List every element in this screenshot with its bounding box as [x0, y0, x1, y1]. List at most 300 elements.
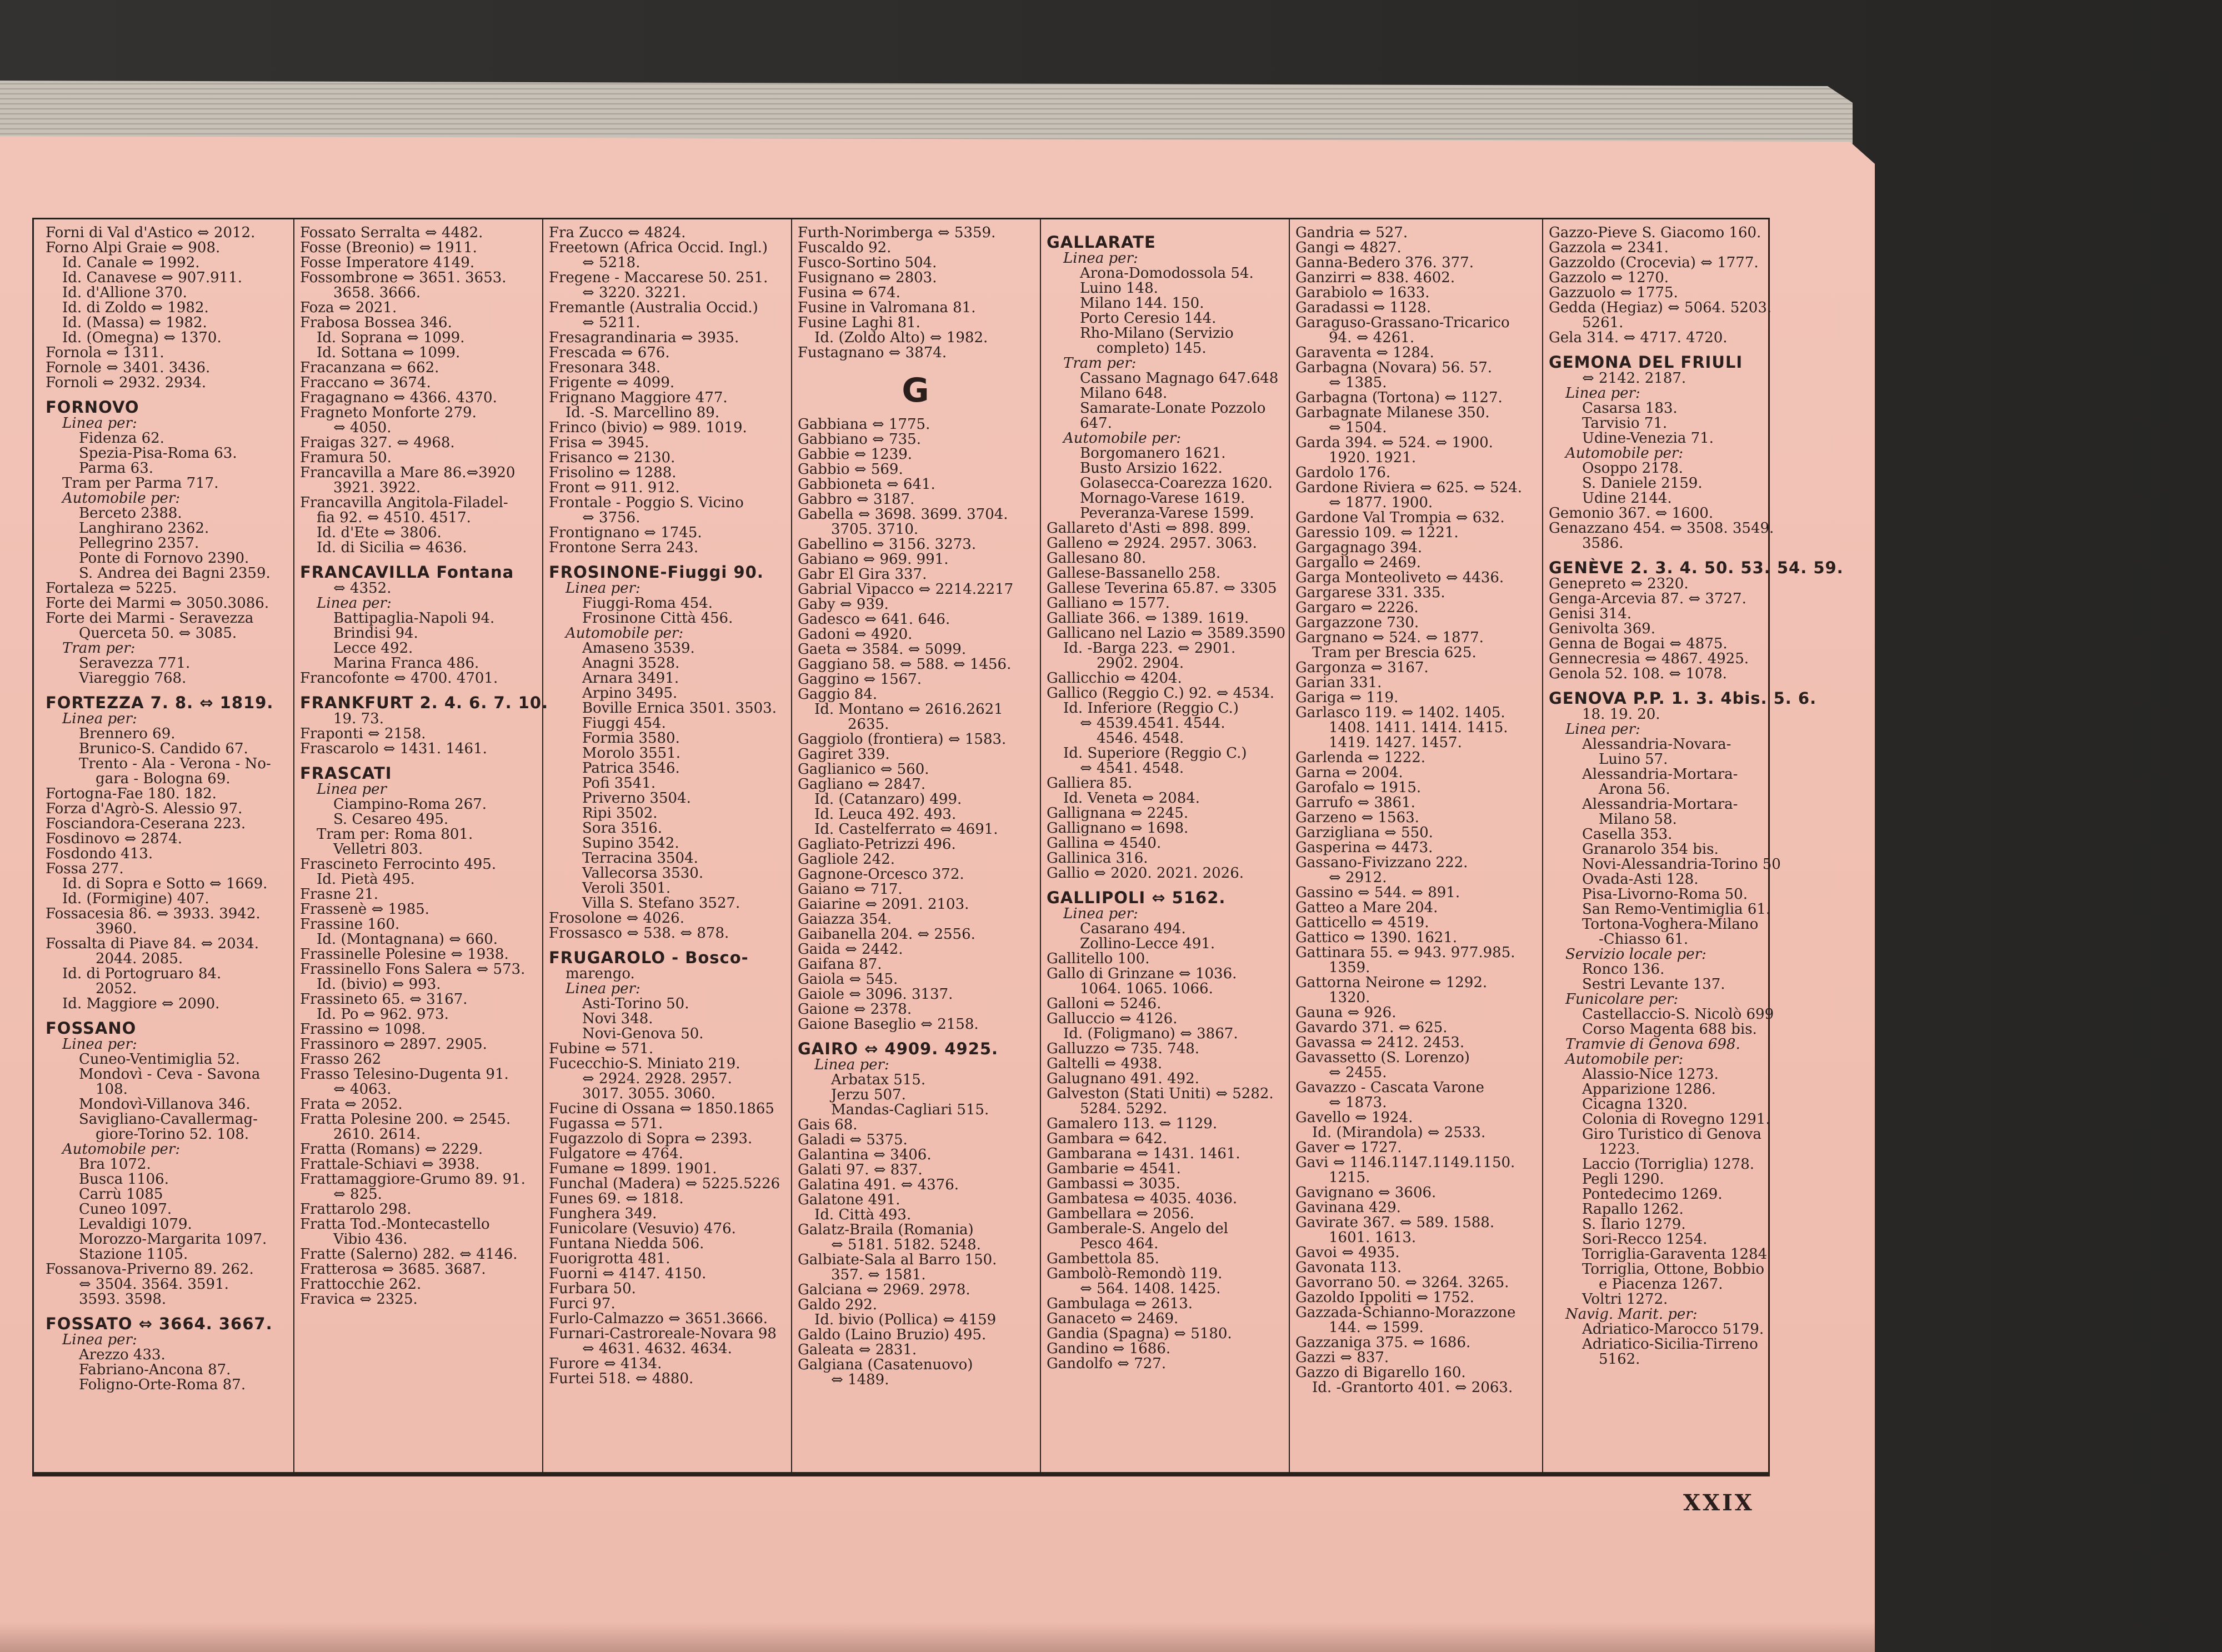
- index-entry: Tram per Brescia 625.: [1312, 644, 1477, 661]
- index-entry: Funicolare (Vesuvio) 476.: [549, 1220, 736, 1237]
- index-entry: Gallitello 100.: [1047, 950, 1150, 967]
- index-entry: Foligno-Orte-Roma 87.: [79, 1376, 246, 1393]
- index-entry: Gavignano ⇔ 3606.: [1295, 1184, 1437, 1201]
- index-entry: Gambatesa ⇔ 4035. 4036.: [1047, 1190, 1238, 1207]
- index-entry: 3658. 3666.: [333, 284, 421, 301]
- index-entry: Galtelli ⇔ 4938.: [1047, 1055, 1163, 1072]
- index-entry: 2635.: [848, 716, 889, 733]
- index-entry: Udine 2144.: [1582, 490, 1672, 507]
- index-entry: ⇔ 2455.: [1329, 1064, 1387, 1081]
- index-entry: Gagiret 339.: [798, 746, 890, 763]
- index-entry: Gazzuolo ⇔ 1775.: [1549, 284, 1678, 301]
- index-entry: Busto Arsizio 1622.: [1080, 460, 1223, 477]
- index-entry: Frisolino ⇔ 1288.: [549, 464, 677, 481]
- index-entry: Gaione Baseglio ⇔ 2158.: [798, 1016, 979, 1033]
- index-entry: Id. Sottana ⇔ 1099.: [317, 344, 461, 361]
- index-entry: Francavilla Angitola-Filadel-: [300, 494, 508, 511]
- index-entry: 1064. 1065. 1066.: [1080, 980, 1213, 997]
- index-entry: Id. (Massa) ⇔ 1982.: [62, 314, 207, 331]
- index-entry: Garzeno ⇔ 1563.: [1295, 809, 1419, 826]
- page-shadow: [0, 1622, 1875, 1652]
- index-entry: Fosdinovo ⇔ 2874.: [46, 830, 183, 847]
- index-entry: Gagliano ⇔ 2847.: [798, 776, 926, 793]
- index-entry: Id. -Grantorto 401. ⇔ 2063.: [1312, 1379, 1513, 1396]
- index-entry: Furth-Norimberga ⇔ 5359.: [798, 224, 996, 241]
- index-entry: ⇔ 1877. 1900.: [1329, 494, 1433, 511]
- index-heading: FRASCATI: [300, 764, 392, 783]
- index-entry: Spezia-Pisa-Roma 63.: [79, 445, 237, 462]
- index-entry: Golasecca-Coarezza 1620.: [1080, 475, 1273, 492]
- index-entry: Gavazzo - Cascata Varone: [1295, 1079, 1484, 1096]
- index-entry: Furlo-Calmazzo ⇔ 3651.3666.: [549, 1310, 768, 1327]
- section-letter: G: [902, 371, 929, 410]
- index-heading: FRANKFURT 2. 4. 6. 7. 10.: [300, 693, 549, 712]
- index-entry: Furbara 50.: [549, 1280, 636, 1297]
- index-entry: ⇔ 2142. 2187.: [1582, 370, 1686, 387]
- index-entry: Frontale - Poggio S. Vicino: [549, 494, 744, 511]
- index-entry: Gazzo-Pieve S. Giacomo 160.: [1549, 224, 1761, 241]
- index-entry: Id. Superiore (Reggio C.): [1063, 745, 1247, 762]
- index-entry: Gabbio ⇔ 569.: [798, 461, 903, 478]
- index-entry: ⇔ 4541. 4548.: [1080, 760, 1184, 777]
- index-entry: Gagnone-Orcesco 372.: [798, 866, 964, 883]
- index-entry: Gaver ⇔ 1727.: [1295, 1139, 1402, 1156]
- index-entry: Sora 3516.: [582, 820, 663, 837]
- index-entry: Frassinello Fons Salera ⇔ 573.: [300, 961, 526, 978]
- index-subheading: Servizio locale per:: [1565, 946, 1706, 963]
- index-entry: ⇔ 1385.: [1329, 374, 1387, 391]
- index-heading: FRUGAROLO - Bosco-: [549, 948, 749, 967]
- index-entry: Gagliato-Petrizzi 496.: [798, 836, 956, 853]
- index-entry: Boville Ernica 3501. 3503.: [582, 700, 777, 717]
- index-entry: -Chiasso 61.: [1599, 931, 1689, 948]
- index-entry: Frigente ⇔ 4099.: [549, 374, 675, 391]
- index-entry: 2902. 2904.: [1097, 655, 1184, 672]
- book-page-edges: [0, 81, 1853, 146]
- index-entry: Fusine in Valromana 81.: [798, 299, 976, 316]
- index-entry: e Piacenza 1267.: [1599, 1276, 1723, 1293]
- index-entry: Gazzada-Schianno-Morazzone: [1295, 1304, 1516, 1321]
- index-entry: Arona-Domodossola 54.: [1080, 265, 1254, 282]
- index-entry: Gabbiana ⇔ 1775.: [798, 416, 930, 433]
- index-entry: Terracina 3504.: [582, 850, 698, 867]
- index-entry: Gargaro ⇔ 2226.: [1295, 599, 1419, 616]
- index-entry: 5162.: [1599, 1351, 1640, 1368]
- index-entry: Milano 648.: [1080, 385, 1168, 402]
- index-entry: Gattinara 55. ⇔ 943. 977.985.: [1295, 944, 1515, 961]
- index-entry: Id. Soprana ⇔ 1099.: [317, 329, 465, 346]
- index-entry: Galbiate-Sala al Barro 150.: [798, 1251, 997, 1268]
- index-entry: Tortona-Voghera-Milano: [1582, 916, 1759, 933]
- index-entry: Galliera 85.: [1047, 775, 1133, 792]
- index-entry: Samarate-Lonate Pozzolo: [1080, 400, 1266, 417]
- index-entry: Id. Città 493.: [814, 1207, 912, 1223]
- index-entry: ⇔ 5218.: [582, 254, 640, 271]
- index-entry: Brunico-S. Candido 67.: [79, 740, 248, 757]
- index-heading: GALLARATE: [1047, 233, 1156, 252]
- index-entry: Seravezza 771.: [79, 655, 191, 672]
- index-entry: Brennero 69.: [79, 725, 176, 742]
- index-entry: 144. ⇔ 1599.: [1329, 1319, 1424, 1336]
- index-entry: ⇔ 5181. 5182. 5248.: [831, 1237, 981, 1253]
- index-heading: GENOVA P.P. 1. 3. 4bis. 5. 6.: [1549, 689, 1817, 708]
- index-entry: Funtana Niedda 506.: [549, 1235, 704, 1252]
- index-entry: Peveranza-Varese 1599.: [1080, 505, 1254, 522]
- index-entry: Gargallo ⇔ 2469.: [1295, 554, 1421, 571]
- index-entry: Fusine Laghi 81.: [798, 314, 920, 331]
- index-entry: 18. 19. 20.: [1582, 706, 1660, 723]
- index-entry: Parma 63.: [79, 460, 154, 477]
- index-entry: Fusignano ⇔ 2803.: [798, 269, 937, 286]
- index-entry: Garda 394. ⇔ 524. ⇔ 1900.: [1295, 434, 1493, 451]
- index-entry: Gariga ⇔ 119.: [1295, 689, 1399, 706]
- index-entry: Tram per: Roma 801.: [317, 826, 473, 843]
- index-entry: Gargagnago 394.: [1295, 539, 1423, 556]
- index-entry: Arnara 3491.: [582, 670, 679, 687]
- index-subheading: Automobile per:: [1565, 1051, 1684, 1068]
- index-entry: Tram per Parma 717.: [62, 475, 219, 492]
- index-entry: 3960.: [96, 920, 137, 937]
- index-entry: Frata ⇔ 2052.: [300, 1096, 403, 1113]
- index-entry: Garbagna (Novara) 56. 57.: [1295, 359, 1493, 376]
- index-entry: Sestri Levante 137.: [1582, 976, 1725, 993]
- index-entry: Levaldigi 1079.: [79, 1216, 192, 1233]
- index-entry: Genivolta 369.: [1549, 620, 1655, 637]
- index-entry: Id. d'Ete ⇔ 3806.: [317, 524, 442, 541]
- index-entry: Fratta Tod.-Montecastello: [300, 1216, 490, 1233]
- index-entry: 647.: [1080, 415, 1112, 432]
- index-entry: Fossombrone ⇔ 3651. 3653.: [300, 269, 507, 286]
- index-entry: Gambolò-Remondò 119.: [1047, 1265, 1223, 1282]
- index-entry: Gennecresia ⇔ 4867. 4925.: [1549, 650, 1749, 667]
- index-entry: Castellaccio-S. Nicolò 699: [1582, 1006, 1774, 1023]
- index-subheading: Linea per:: [565, 980, 640, 997]
- index-entry: Frasso Telesino-Dugenta 91.: [300, 1066, 509, 1083]
- index-entry: Gaby ⇔ 939.: [798, 596, 889, 613]
- index-entry: Foza ⇔ 2021.: [300, 299, 397, 316]
- index-entry: Morolo 3551.: [582, 745, 681, 762]
- index-entry: Frassine 160.: [300, 916, 400, 933]
- index-entry: Id. di Zoldo ⇔ 1982.: [62, 299, 209, 316]
- index-subheading: Tram per:: [1063, 355, 1137, 372]
- index-entry: Fornole ⇔ 3401. 3436.: [46, 359, 211, 376]
- index-entry: Fumane ⇔ 1899. 1901.: [549, 1160, 717, 1177]
- index-entry: giore-Torino 52. 108.: [96, 1126, 249, 1143]
- index-entry: Gallese-Bassanello 258.: [1047, 565, 1221, 582]
- index-subheading: Linea per:: [62, 1036, 137, 1053]
- index-entry: Gavinana 429.: [1295, 1199, 1401, 1216]
- index-entry: Fosciandora-Ceserana 223.: [46, 815, 246, 832]
- index-entry: Id. bivio (Pollica) ⇔ 4159: [814, 1311, 997, 1328]
- index-entry: Garbagna (Tortona) ⇔ 1127.: [1295, 389, 1503, 406]
- index-entry: Galatz-Braila (Romania): [798, 1222, 974, 1238]
- index-entry: Galatina 491. ⇔ 4376.: [798, 1177, 959, 1193]
- index-entry: Fossalta di Piave 84. ⇔ 2034.: [46, 935, 259, 952]
- index-entry: Id. Maggiore ⇔ 2090.: [62, 995, 220, 1012]
- index-entry: Id. di Sicilia ⇔ 4636.: [317, 539, 467, 556]
- index-entry: Arona 56.: [1599, 781, 1670, 798]
- index-entry: Gavassa ⇔ 2412. 2453.: [1295, 1034, 1465, 1051]
- index-entry: Gaglianico ⇔ 560.: [798, 761, 929, 778]
- index-entry: Cuneo 1097.: [79, 1201, 172, 1218]
- index-heading: FOSSANO: [46, 1019, 137, 1038]
- index-entry: Garzigliana ⇔ 550.: [1295, 824, 1433, 841]
- index-entry: 4546. 4548.: [1097, 730, 1184, 747]
- index-entry: Gais 68.: [798, 1117, 858, 1133]
- index-entry: Savigliano-Cavallermag-: [79, 1111, 258, 1128]
- index-entry: Cicagna 1320.: [1582, 1096, 1688, 1113]
- index-entry: Voltri 1272.: [1582, 1291, 1668, 1308]
- index-entry: ⇔ 3220. 3221.: [582, 284, 687, 301]
- index-entry: Galantina ⇔ 3406.: [798, 1147, 932, 1163]
- index-entry: Frabosa Bossea 346.: [300, 314, 452, 331]
- index-heading: FOSSATO ⇔ 3664. 3667.: [46, 1314, 273, 1333]
- index-column-4: [792, 222, 1039, 1471]
- index-entry: Bra 1072.: [79, 1156, 151, 1173]
- index-entry: Fratterosa ⇔ 3685. 3687.: [300, 1261, 486, 1278]
- index-entry: Garlenda ⇔ 1222.: [1295, 749, 1426, 766]
- index-entry: Fuorigrotta 481.: [549, 1250, 670, 1267]
- index-entry: Fratta Polesine 200. ⇔ 2545.: [300, 1111, 511, 1128]
- index-entry: 19. 73.: [333, 710, 384, 727]
- index-entry: Pofi 3541.: [582, 775, 656, 792]
- index-entry: 3921. 3922.: [333, 479, 421, 496]
- index-entry: Giro Turistico di Genova: [1582, 1126, 1761, 1143]
- index-entry: Gaeta ⇔ 3584. ⇔ 5099.: [798, 641, 967, 658]
- index-entry: 108.: [96, 1081, 128, 1098]
- index-subheading: Linea per:: [62, 1331, 137, 1348]
- index-entry: Frattocchie 262.: [300, 1276, 422, 1293]
- index-entry: Gambettola 85.: [1047, 1250, 1159, 1267]
- index-entry: Casarsa 183.: [1582, 400, 1678, 417]
- index-entry: Fra Zucco ⇔ 4824.: [549, 224, 686, 241]
- index-entry: Torriglia-Garaventa 1284: [1582, 1246, 1768, 1263]
- index-entry: Forni di Val d'Astico ⇔ 2012.: [46, 224, 256, 241]
- index-entry: S. Ilario 1279.: [1582, 1216, 1686, 1233]
- index-entry: S. Daniele 2159.: [1582, 475, 1703, 492]
- index-entry: Gardone Riviera ⇔ 625. ⇔ 524.: [1295, 479, 1523, 496]
- index-entry: 3017. 3055. 3060.: [582, 1085, 715, 1102]
- index-entry: 1408. 1411. 1414. 1415.: [1329, 719, 1508, 736]
- index-entry: Gaggiolo (frontiera) ⇔ 1583.: [798, 731, 1007, 748]
- index-entry: Gedda (Hegiaz) ⇔ 5064. 5203.: [1549, 299, 1772, 316]
- index-entry: Galeata ⇔ 2831.: [798, 1341, 917, 1358]
- index-entry: Colonia di Rovegno 1291.: [1582, 1111, 1770, 1128]
- index-entry: Busca 1106.: [79, 1171, 169, 1188]
- index-subheading: Funicolare per:: [1565, 991, 1679, 1008]
- index-heading: GEMONA DEL FRIULI: [1549, 353, 1743, 372]
- index-entry: Funchal (Madera) ⇔ 5225.5226: [549, 1175, 780, 1192]
- index-entry: Vallecorsa 3530.: [582, 865, 704, 882]
- index-entry: 357. ⇔ 1581.: [831, 1266, 926, 1283]
- index-entry: Gatticello ⇔ 4519.: [1295, 914, 1429, 931]
- index-entry: ⇔ 3756.: [582, 509, 640, 526]
- index-entry: Id. Canale ⇔ 1992.: [62, 254, 200, 271]
- index-entry: Fracanzana ⇔ 662.: [300, 359, 439, 376]
- index-entry: Fornoli ⇔ 2932. 2934.: [46, 374, 207, 391]
- index-entry: Fremantle (Australia Occid.): [549, 299, 758, 316]
- index-entry: 5261.: [1582, 314, 1624, 331]
- index-entry: Frassinelle Polesine ⇔ 1938.: [300, 946, 509, 963]
- index-entry: S. Cesareo 495.: [333, 811, 449, 828]
- index-entry: Berceto 2388.: [79, 505, 182, 522]
- index-entry: Gagliole 242.: [798, 851, 895, 868]
- index-entry: Gaiano ⇔ 717.: [798, 881, 903, 898]
- index-entry: Frontone Serra 243.: [549, 539, 699, 556]
- index-column-1: [40, 222, 292, 1471]
- index-entry: Gaifana 87.: [798, 956, 882, 973]
- index-entry: Fiuggi-Roma 454.: [582, 595, 713, 612]
- index-entry: Gauna ⇔ 926.: [1295, 1004, 1397, 1021]
- index-entry: San Remo-Ventimiglia 61.: [1582, 901, 1771, 918]
- index-entry: Gavonata 113.: [1295, 1259, 1402, 1276]
- index-entry: Formia 3580.: [582, 730, 680, 747]
- index-subheading: Automobile per:: [62, 1141, 181, 1158]
- index-entry: Vibio 436.: [333, 1231, 408, 1248]
- index-entry: Pisa-Livorno-Roma 50.: [1582, 886, 1748, 903]
- index-entry: ⇔ 1489.: [831, 1371, 889, 1388]
- index-entry: Langhirano 2362.: [79, 520, 209, 537]
- index-entry: 1601. 1613.: [1329, 1229, 1417, 1246]
- index-entry: Luino 148.: [1080, 280, 1158, 297]
- index-entry: Garofalo ⇔ 1915.: [1295, 779, 1422, 796]
- index-entry: Genola 52. 108. ⇔ 1078.: [1549, 665, 1727, 682]
- index-entry: Gassino ⇔ 544. ⇔ 891.: [1295, 884, 1460, 901]
- index-entry: Garrufo ⇔ 3861.: [1295, 794, 1415, 811]
- index-entry: Gazzolo ⇔ 1270.: [1549, 269, 1669, 286]
- index-entry: Fossato Serralta ⇔ 4482.: [300, 224, 483, 241]
- index-entry: Id. (Formigine) 407.: [62, 890, 209, 907]
- index-entry: completo) 145.: [1097, 340, 1207, 357]
- index-subheading: Linea per:: [62, 415, 137, 432]
- index-entry: Galliate 366. ⇔ 1389. 1619.: [1047, 610, 1249, 627]
- index-entry: 2052.: [96, 980, 137, 997]
- index-entry: Brindisi 94.: [333, 625, 418, 642]
- index-entry: Genisi 314.: [1549, 605, 1632, 622]
- index-entry: Veroli 3501.: [582, 880, 671, 897]
- index-entry: Gabbiano ⇔ 735.: [798, 431, 921, 448]
- index-entry: Galadi ⇔ 5375.: [798, 1132, 908, 1148]
- index-entry: Novi 348.: [582, 1010, 653, 1027]
- index-entry: 2044. 2085.: [96, 950, 183, 967]
- index-entry: Fuorni ⇔ 4147. 4150.: [549, 1265, 707, 1282]
- index-entry: Gabrial Vipacco ⇔ 2214.2217: [798, 581, 1014, 598]
- index-entry: Fubine ⇔ 571.: [549, 1040, 654, 1057]
- index-heading: GENÈVE 2. 3. 4. 50. 53. 54. 59.: [1549, 558, 1844, 577]
- index-entry: Cuneo-Ventimiglia 52.: [79, 1051, 240, 1068]
- index-subheading: Navig. Marit. per:: [1565, 1306, 1698, 1323]
- index-entry: Alassio-Nice 1273.: [1582, 1066, 1719, 1083]
- index-entry: Ovada-Asti 128.: [1582, 871, 1699, 888]
- index-entry: Frosinone Città 456.: [582, 610, 733, 627]
- index-entry: Morozzo-Margarita 1097.: [79, 1231, 267, 1248]
- index-entry: Frossasco ⇔ 538. ⇔ 878.: [549, 925, 729, 942]
- index-entry: Mandas-Cagliari 515.: [831, 1102, 989, 1118]
- index-entry: Gambulaga ⇔ 2613.: [1047, 1295, 1193, 1312]
- index-entry: Frassino ⇔ 1098.: [300, 1021, 426, 1038]
- index-entry: Frassinoro ⇔ 2897. 2905.: [300, 1036, 487, 1053]
- index-entry: Gallareto d'Asti ⇔ 898. 899.: [1047, 520, 1251, 537]
- index-entry: Novi-Genova 50.: [582, 1025, 704, 1042]
- index-entry: Mondovì-Villanova 346.: [79, 1096, 251, 1113]
- index-entry: Ciampino-Roma 267.: [333, 796, 487, 813]
- index-entry: Freetown (Africa Occid. Ingl.): [549, 239, 768, 256]
- index-entry: Fidenza 62.: [79, 430, 164, 447]
- index-column-2: [294, 222, 549, 1471]
- index-entry: Furci 97.: [549, 1295, 615, 1312]
- index-entry: Apparizione 1286.: [1582, 1081, 1716, 1098]
- index-entry: Frattarolo 298.: [300, 1201, 412, 1218]
- index-entry: Arpino 3495.: [582, 685, 678, 702]
- index-entry: Furore ⇔ 4134.: [549, 1355, 662, 1372]
- index-entry: ⇔ 2924. 2928. 2957.: [582, 1070, 732, 1087]
- index-entry: Fusina ⇔ 674.: [798, 284, 900, 301]
- index-entry: Rapallo 1262.: [1582, 1201, 1684, 1218]
- index-entry: Fraccano ⇔ 3674.: [300, 374, 431, 391]
- index-entry: 1320.: [1329, 989, 1370, 1006]
- index-heading: GALLIPOLI ⇔ 5162.: [1047, 888, 1226, 907]
- index-entry: Luino 57.: [1599, 751, 1668, 768]
- index-entry: Gavorrano 50. ⇔ 3264. 3265.: [1295, 1274, 1509, 1291]
- index-entry: fia 92. ⇔ 4510. 4517.: [317, 509, 471, 526]
- index-entry: Garna ⇔ 2004.: [1295, 764, 1403, 781]
- index-entry: Gasperina ⇔ 4473.: [1295, 839, 1433, 856]
- index-entry: Fosdondo 413.: [46, 845, 153, 862]
- index-entry: marengo.: [565, 965, 635, 982]
- index-entry: Id. (Foligmano) ⇔ 3867.: [1063, 1025, 1238, 1042]
- index-entry: Gazoldo Ippoliti ⇔ 1752.: [1295, 1289, 1474, 1306]
- index-entry: Ripi 3502.: [582, 805, 658, 822]
- index-entry: Gallignano ⇔ 1698.: [1047, 820, 1189, 837]
- index-entry: Adriatico-Marocco 5179.: [1582, 1321, 1764, 1338]
- index-entry: Sori-Recco 1254.: [1582, 1231, 1708, 1248]
- index-entry: ⇔ 4050.: [333, 419, 392, 436]
- index-entry: Gamberale-S. Angelo del: [1047, 1220, 1228, 1237]
- index-entry: Udine-Venezia 71.: [1582, 430, 1714, 447]
- index-entry: Gaibanella 204. ⇔ 2556.: [798, 926, 975, 943]
- index-entry: Fortaleza ⇔ 5225.: [46, 580, 177, 597]
- index-entry: Galloni ⇔ 5246.: [1047, 995, 1162, 1012]
- index-entry: Id. -Barga 223. ⇔ 2901.: [1063, 640, 1236, 657]
- index-entry: Front ⇔ 911. 912.: [549, 479, 680, 496]
- index-entry: Id. Castelferrato ⇔ 4691.: [814, 821, 998, 838]
- index-entry: Id. Pietà 495.: [317, 871, 415, 888]
- index-entry: Battipaglia-Napoli 94.: [333, 610, 495, 627]
- index-entry: Gavirate 367. ⇔ 589. 1588.: [1295, 1214, 1495, 1231]
- index-entry: Frisanco ⇔ 2130.: [549, 449, 675, 466]
- index-heading: FROSINONE-Fiuggi 90.: [549, 563, 764, 582]
- index-entry: Id. di Portogruaro 84.: [62, 965, 222, 982]
- index-entry: Id. Leuca 492. 493.: [814, 806, 957, 823]
- index-heading: FORNOVO: [46, 398, 139, 417]
- index-entry: Ronco 136.: [1582, 961, 1665, 978]
- index-entry: Framura 50.: [300, 449, 392, 466]
- index-entry: Fucine di Ossana ⇔ 1850.1865: [549, 1100, 774, 1117]
- index-entry: Gallico (Reggio C.) 92. ⇔ 4534.: [1047, 685, 1275, 702]
- index-entry: Gandia (Spagna) ⇔ 5180.: [1047, 1325, 1232, 1342]
- index-entry: Galciana ⇔ 2969. 2978.: [798, 1281, 970, 1298]
- index-subheading: Linea per: [317, 781, 387, 798]
- index-entry: 3593. 3598.: [79, 1291, 167, 1308]
- index-entry: Id. (Catanzaro) 499.: [814, 791, 962, 808]
- index-entry: Gatteo a Mare 204.: [1295, 899, 1438, 916]
- index-entry: ⇔ 2912.: [1329, 869, 1387, 886]
- index-entry: Gambarana ⇔ 1431. 1461.: [1047, 1145, 1240, 1162]
- index-entry: Fusco-Sortino 504.: [798, 254, 937, 271]
- index-entry: Genna de Bogai ⇔ 4875.: [1549, 635, 1728, 652]
- index-entry: Frassenè ⇔ 1985.: [300, 901, 429, 918]
- index-entry: Galveston (Stati Uniti) ⇔ 5282.: [1047, 1085, 1274, 1102]
